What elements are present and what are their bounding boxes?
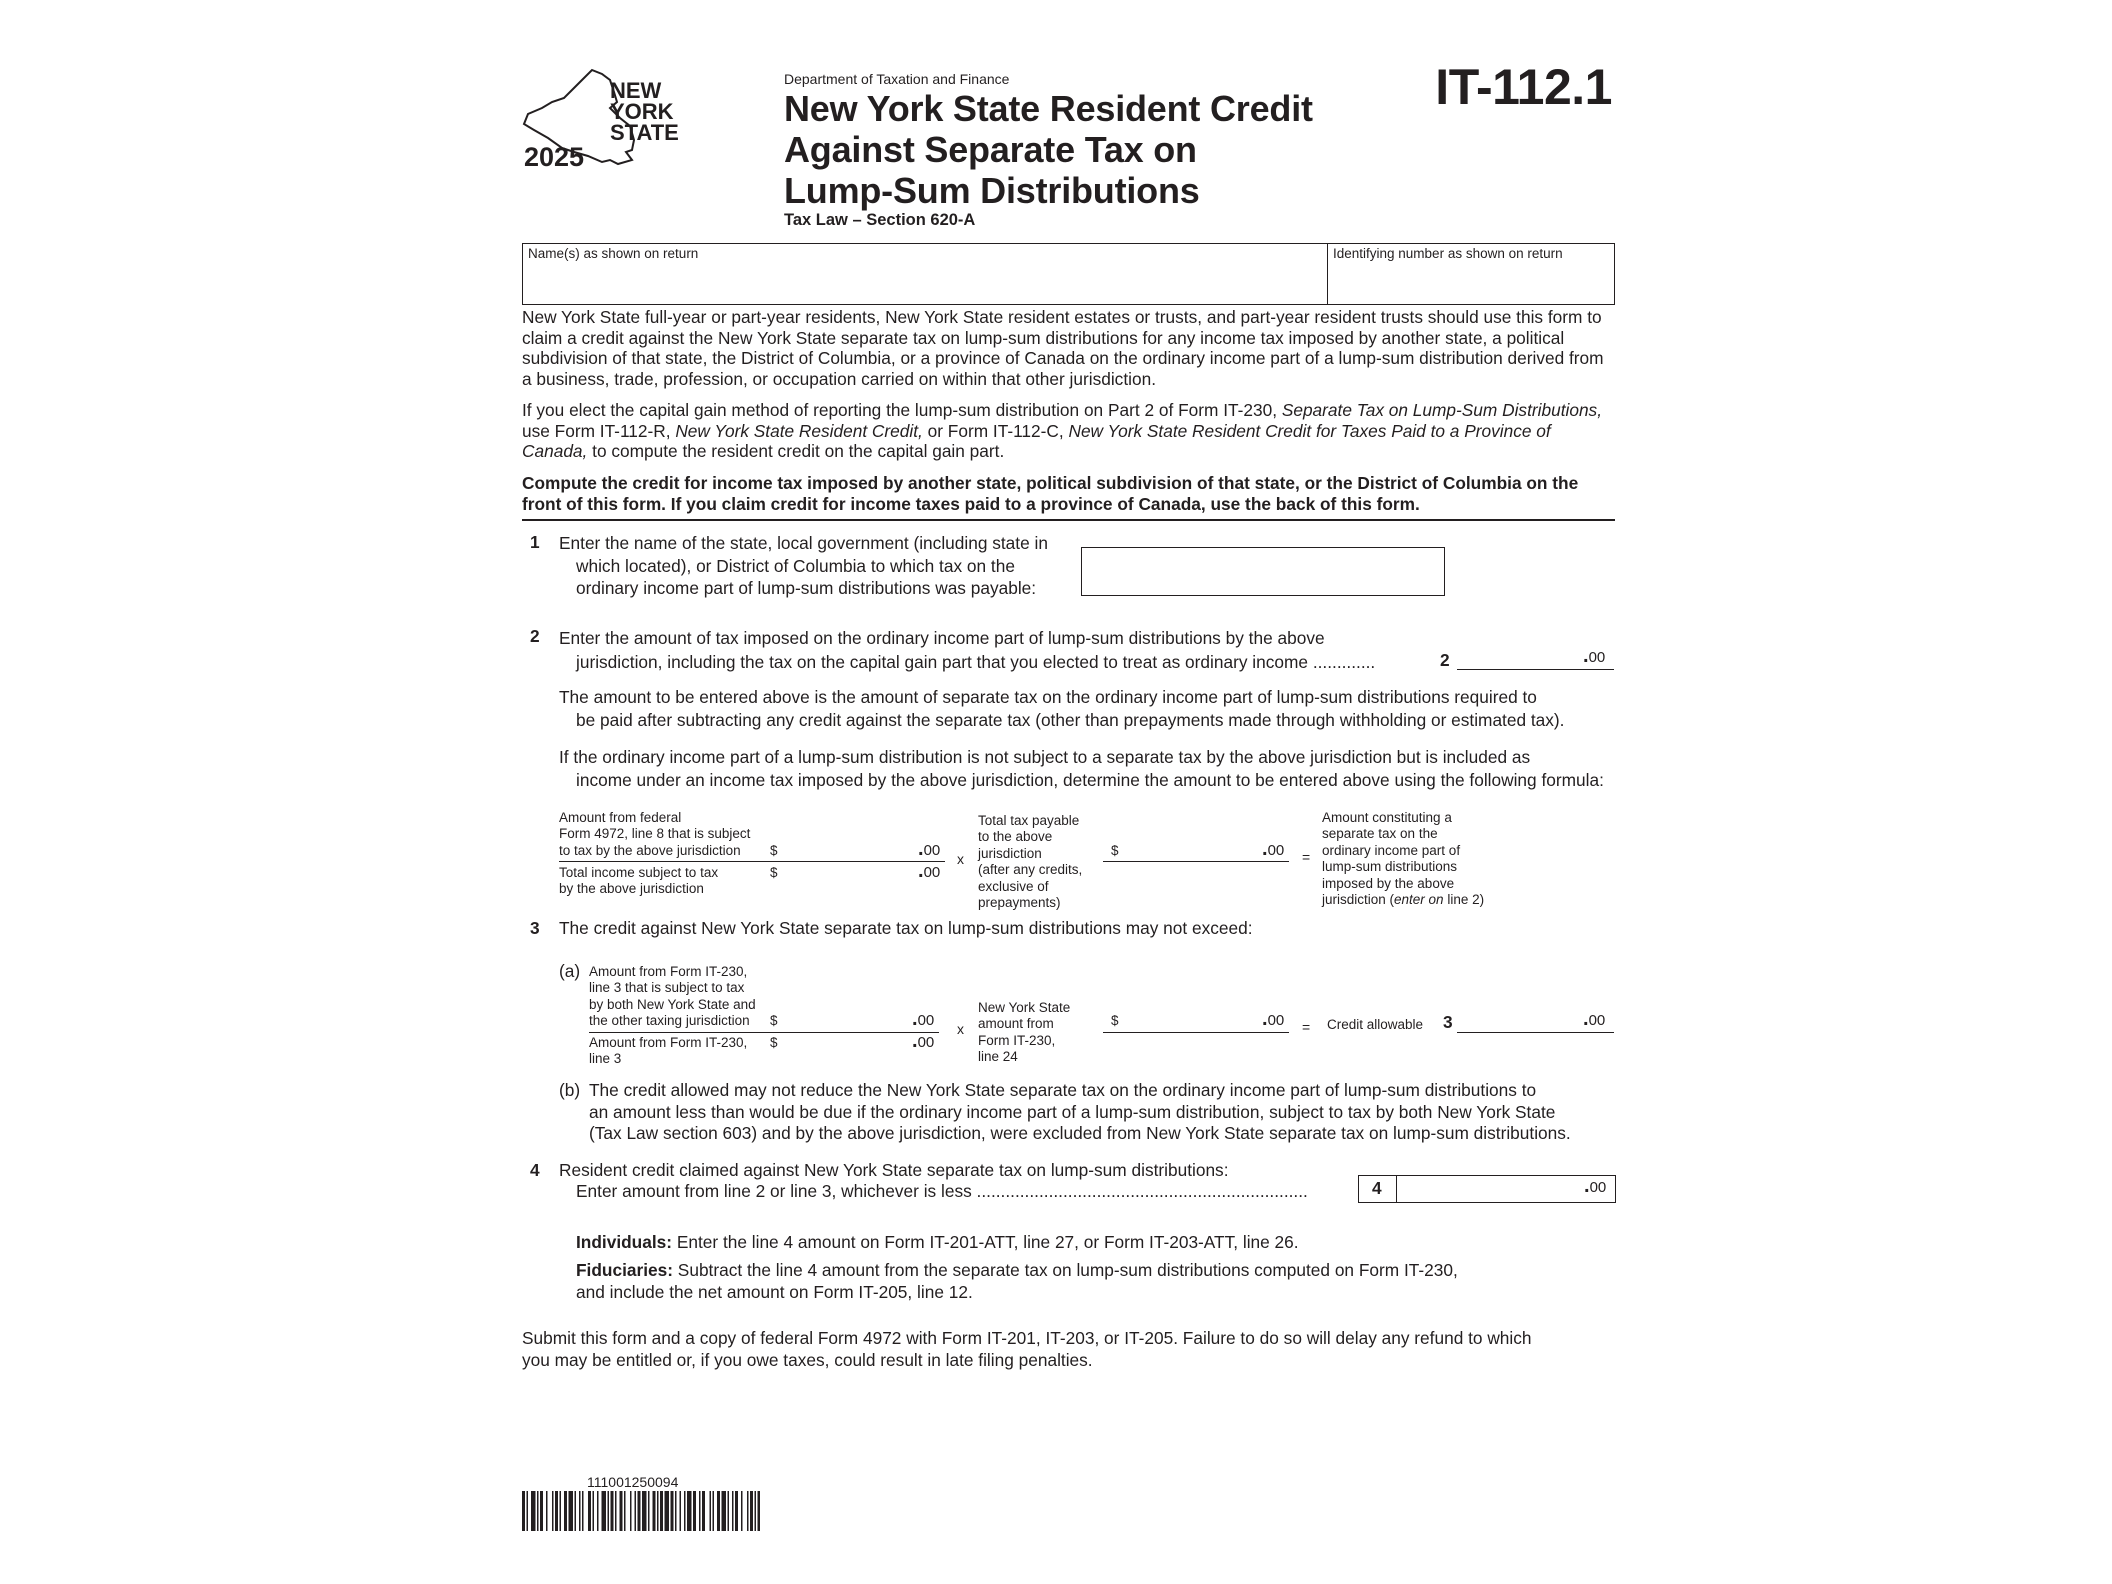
individuals-instruction: Individuals: Enter the line 4 amount on Form IT-201-ATT, line 27, or Form IT-203-ATT, line 26. xyxy=(576,1232,1299,1252)
section-rule xyxy=(522,519,1615,521)
line-3a-nys-cents: . 00 xyxy=(1262,1008,1284,1031)
line-2-text: Enter the amount of tax imposed on the ordinary income part of lump-sum distributions by the above jurisdiction, including the tax on the capital gain part that you elected to treat as ordinary income ............. xyxy=(559,628,1376,672)
formula1-den-dollar: $ xyxy=(770,865,778,880)
formula1-tax-payable-field[interactable] xyxy=(1103,861,1289,862)
intro-instruction: Compute the credit for income tax imposed by another state, political subdivision of that state, or the District of Columbia on the front of this form. If you claim credit for income taxes paid to a province of Canada, use the back of this form. xyxy=(522,473,1579,514)
line-3b-text: The credit allowed may not reduce the New York State separate tax on the ordinary income part of lump-sum distributions to an amount less than would be due if the ordinary income part of a lump-sum distribution, subject to tax by both New York State (Tax Law section 603) and by the above jurisdiction, were excluded from New York State separate tax on lump-sum distributions. xyxy=(589,1080,1571,1143)
form-number: IT-112.1 xyxy=(1435,59,1612,115)
line-3a-times: x xyxy=(957,1021,964,1037)
formula1-den-cents: . 00 xyxy=(918,860,940,883)
line-3-number: 3 xyxy=(530,918,540,938)
logo-new: NEW xyxy=(610,78,662,103)
formula1-tax-payable-label: Total tax payable to the above jurisdiction (after any credits, exclusive of prepayments) xyxy=(978,813,1083,911)
title-line-3: Lump-Sum Distributions xyxy=(784,170,1200,211)
logo-york: YORK xyxy=(610,99,674,124)
formula1-num-cents: . 00 xyxy=(918,838,940,861)
line-3a-equals: = xyxy=(1302,1019,1311,1035)
line-3a-num-dollar: $ xyxy=(770,1013,778,1028)
form-title xyxy=(784,88,1313,211)
line-2-cents: . 00 xyxy=(1583,645,1605,668)
fiduciaries-instruction: Fiduciaries: Subtract the line 4 amount from the separate tax on lump-sum distributions computed on Form IT-230, and include the net amount on Form IT-205, line 12. xyxy=(576,1260,1458,1302)
line-3a-label: (a) xyxy=(559,961,581,981)
intro-paragraph-1: New York State full-year or part-year residents, New York State resident estates or trusts, and part-year resident trusts should use this form to claim a credit against the New York State separate tax on lump-sum distributions for any income tax imposed by another state, a political subdivision of that state, the District of Columbia, or a province of Canada on the ordinary income part of a lump-sum distribution derived from a business, trade, profession, or occupation carried on within that other jurisdiction. xyxy=(522,307,1604,389)
logo-state: STATE xyxy=(610,120,679,145)
credit-allowable-label: Credit allowable xyxy=(1327,1017,1424,1032)
formula1-numerator-label: Amount from federal Form 4972, line 8 that is subject to tax by the above jurisdiction xyxy=(559,810,751,858)
line-1-jurisdiction-input[interactable] xyxy=(1081,547,1445,596)
line-3-amount-field[interactable] xyxy=(1457,1032,1614,1033)
line-3a-numerator-label: Amount from Form IT-230, line 3 that is subject to tax by both New York State and the other taxing jurisdiction xyxy=(589,964,756,1029)
intro-paragraph-2: If you elect the capital gain method of reporting the lump-sum distribution on Part 2 of Form IT-230, Separate Tax on Lump-Sum Distributions, use Form IT-112-R, New York State Resident Credit, or Form IT-112-C, New York State Resident Credit for Taxes Paid to a Province of Canada, to compute the resident credit on the capital gain part. xyxy=(522,400,1602,461)
line-2-note-1: The amount to be entered above is the amount of separate tax on the ordinary income part of lump-sum distributions required to be paid after subtracting any credit against the separate tax (other than prepayments made through withholding or estimated tax). xyxy=(559,687,1565,730)
taxpayer-id-box xyxy=(522,243,1615,305)
barcode-number: 111001250094 xyxy=(587,1474,679,1490)
line-2-number: 2 xyxy=(530,626,540,646)
barcode-image xyxy=(522,1491,760,1531)
title-line-1: New York State Resident Credit xyxy=(784,88,1313,129)
line-3-text: The credit against New York State separate tax on lump-sum distributions may not exceed: xyxy=(559,918,1253,938)
line-4-number: 4 xyxy=(530,1160,540,1180)
line-4-text: Resident credit claimed against New York State separate tax on lump-sum distributions: Enter amount from line 2 or line 3, whichever is less ..................................................................... xyxy=(559,1160,1308,1201)
formula1-tax-cents: . 00 xyxy=(1262,838,1284,861)
line-3a-den-cents: . 00 xyxy=(912,1030,934,1053)
name-label: Name(s) as shown on return xyxy=(528,246,699,261)
nys-logo xyxy=(522,68,692,172)
line-3a-den-dollar: $ xyxy=(770,1035,778,1050)
formula1-equals: = xyxy=(1302,849,1311,865)
line-1-text: Enter the name of the state, local government (including state in which located), or District of Columbia to which tax on the ordinary income part of lump-sum distributions was payable: xyxy=(559,533,1048,598)
line-3-cents: . 00 xyxy=(1583,1008,1605,1031)
tax-law-section: Tax Law – Section 620-A xyxy=(784,211,976,229)
line-3a-denominator-label: Amount from Form IT-230, line 3 xyxy=(589,1035,748,1067)
line-3b-label: (b) xyxy=(559,1080,581,1100)
formula1-result-label: Amount constituting a separate tax on the ordinary income part of lump-sum distributions imposed by the above jurisdiction (enter on line 2) xyxy=(1322,810,1485,908)
line-3a-nys-amount-label: New York State amount from Form IT-230, line 24 xyxy=(978,1000,1071,1065)
line-4-box-number: 4 xyxy=(1372,1178,1382,1198)
form-year: 2025 xyxy=(524,142,585,172)
formula1-times: x xyxy=(957,851,964,867)
submit-instruction: Submit this form and a copy of federal Form 4972 with Form IT-201, IT-203, or IT-205. Failure to do so will delay any refund to which you may be entitled or, if you owe taxes, could result in late filing penalties. xyxy=(522,1328,1532,1370)
line-3a-nys-amount-field[interactable] xyxy=(1103,1032,1289,1033)
line-3a-fraction-bar[interactable] xyxy=(589,1032,939,1033)
formula1-denominator-label: Total income subject to tax by the above jurisdiction xyxy=(559,865,719,897)
line-4-cents: . 00 xyxy=(1584,1175,1606,1198)
line-2-note-2: If the ordinary income part of a lump-sum distribution is not subject to a separate tax by the above jurisdiction but is included as income under an income tax imposed by the above jurisdiction, determine the amount to be entered above using the following formula: xyxy=(559,747,1604,790)
line-3a-nys-dollar: $ xyxy=(1111,1013,1119,1028)
line-3-box-number: 3 xyxy=(1443,1012,1453,1032)
line-3a-num-cents: . 00 xyxy=(912,1008,934,1031)
department-name: Department of Taxation and Finance xyxy=(784,71,1010,87)
formula1-tax-dollar: $ xyxy=(1111,843,1119,858)
title-line-2: Against Separate Tax on xyxy=(784,129,1197,170)
line-2-amount-field[interactable] xyxy=(1457,669,1614,670)
line-2-box-number: 2 xyxy=(1440,650,1450,670)
barcode-icon xyxy=(522,1491,760,1531)
formula1-num-dollar: $ xyxy=(770,843,778,858)
id-number-label: Identifying number as shown on return xyxy=(1333,246,1563,261)
line-1-number: 1 xyxy=(530,532,540,552)
formula1-fraction-bar[interactable] xyxy=(559,861,945,862)
line-4-amount-box[interactable] xyxy=(1358,1175,1616,1203)
